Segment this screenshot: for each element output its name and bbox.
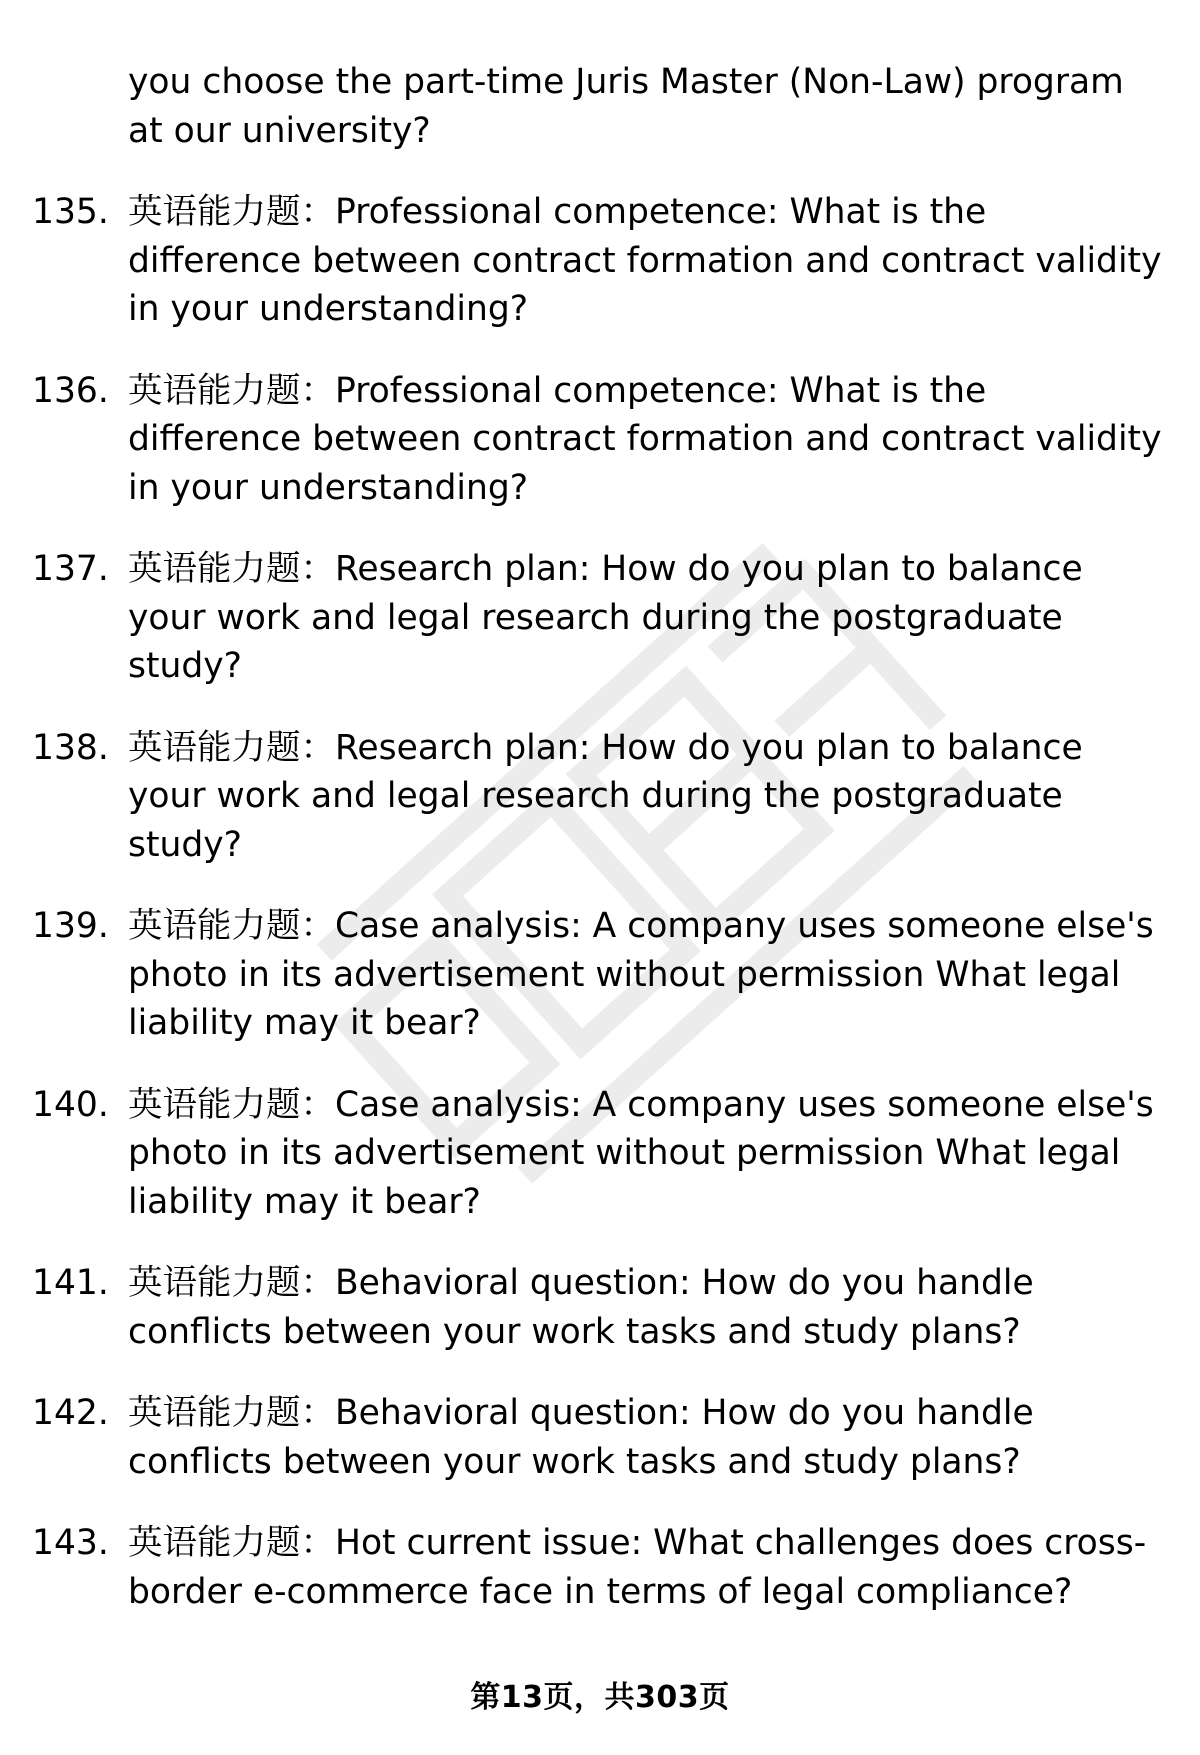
list-item xyxy=(32,902,1162,1048)
item-text: 英语能力题：Behavioral question: How do you handle conflicts between your work tasks and study plans? xyxy=(128,1393,1034,1482)
item-text: 英语能力题：Research plan: How do you plan to balance your work and legal research during the postgraduate study? xyxy=(128,727,1083,865)
item-number: 143. xyxy=(32,1523,109,1563)
list-item xyxy=(32,1259,1162,1356)
item-number: 138. xyxy=(32,727,109,768)
item-number: 141. xyxy=(32,1263,109,1303)
list-item xyxy=(32,724,1162,870)
page-footer: 第13页，共303页 xyxy=(470,1680,730,1715)
item-text: 英语能力题：Case analysis: A company uses someone else's photo in its advertisement without permission What legal liability may it bear? xyxy=(128,1084,1154,1222)
list-item xyxy=(32,1519,1162,1616)
item-number: 139. xyxy=(32,906,109,946)
item-number: 137. xyxy=(32,549,109,589)
item-number: 140. xyxy=(32,1084,109,1125)
item-text: 英语能力题：Professional competence: What is the difference between contract formation and contract validity in your understanding? xyxy=(128,192,1162,329)
item-number: 135. xyxy=(32,192,109,232)
item-text: 英语能力题：Research plan: How do you plan to balance your work and legal research during the postgraduate study? xyxy=(128,549,1083,686)
item-number: 142. xyxy=(32,1393,109,1433)
list-item xyxy=(32,1389,1162,1486)
item-text: 英语能力题：Case analysis: A company uses someone else's photo in its advertisement without permission What legal liability may it bear? xyxy=(128,906,1154,1043)
list-item xyxy=(32,367,1162,513)
item-number: 136. xyxy=(32,370,109,411)
question-list xyxy=(32,58,1162,1649)
continued-question-text: you choose the part-time Juris Master (Non-Law) program at our university? xyxy=(128,62,1124,151)
list-item xyxy=(32,545,1162,691)
item-text: 英语能力题：Hot current issue: What challenges does cross-border e-commerce face in terms of legal compliance? xyxy=(128,1523,1147,1612)
item-text: 英语能力题：Professional competence: What is the difference between contract formation and contract validity in your understanding? xyxy=(128,370,1162,508)
list-item xyxy=(32,188,1162,334)
list-item xyxy=(32,1081,1162,1227)
item-text: 英语能力题：Behavioral question: How do you handle conflicts between your work tasks and study plans? xyxy=(128,1263,1034,1352)
